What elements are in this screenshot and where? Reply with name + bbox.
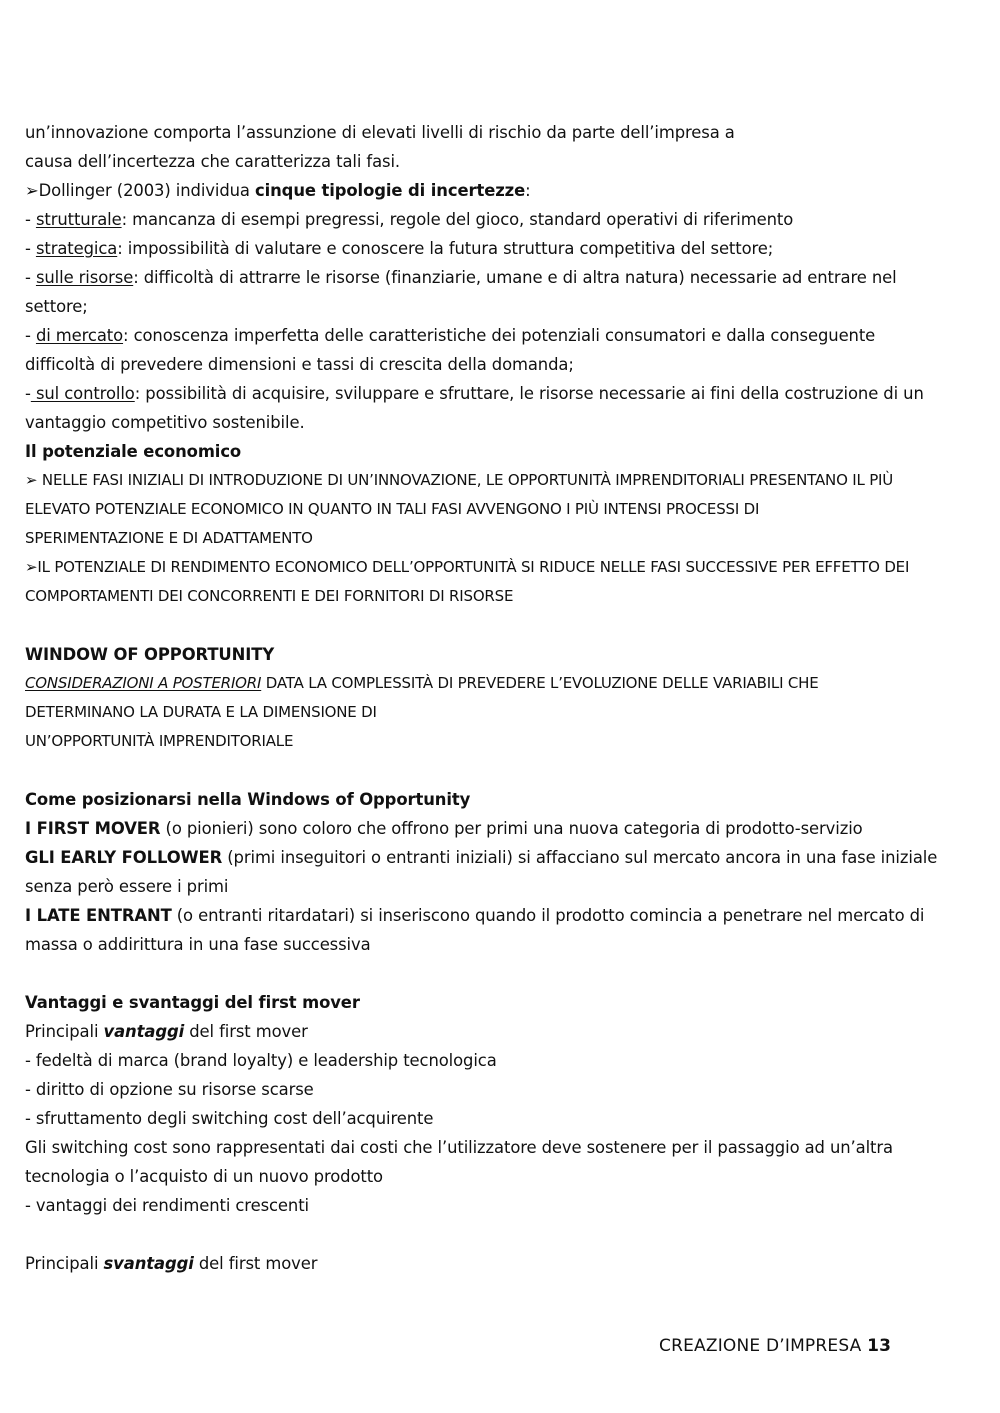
footer-title: CREAZIONE D’IMPRESA [659,1336,868,1356]
potenziale-p1-line-1: ➢ NELLE FASI INIZIALI DI INTRODUZIONE DI UN’INNOVAZIONE, LE OPPORTUNITÀ IMPRENDITORIALI PRESENTANO IL PIÙ [25,471,894,489]
potenziale-p1-line-2: ELEVATO POTENZIALE ECONOMICO IN QUANTO IN TALI FASI AVVENGONO I PIÙ INTENSI PROCESSI DI [25,500,760,518]
uncertainty-market [25,321,965,350]
late-entrant-label: I LATE ENTRANT [25,906,172,925]
intro-prefix: Principali [25,1254,104,1273]
early-follower-label: GLI EARLY FOLLOWER [25,848,223,867]
page-number: 13 [867,1336,892,1356]
uncertainty-text: : mancanza di esempi pregressi, regole del gioco, standard operativi di riferimento [121,210,794,229]
list-item: - vantaggi dei rendimenti crescenti [25,1196,309,1215]
uncertainty-text: : possibilità di acquisire, sviluppare e sfruttare, le risorse necessarie ai fini della costruzione di un [134,384,924,403]
uncertainty-term: strutturale [35,210,122,229]
spacer [25,756,965,785]
uncertainty-resources-cont: settore; [25,297,88,316]
list-dash: - [25,239,36,258]
window-italic-label: CONSIDERAZIONI A POSTERIORI [25,674,262,692]
heading-text: WINDOW OF OPPORTUNITY [25,645,275,664]
switching-cost-line-2: tecnologia o l’acquisto di un nuovo prodotto [25,1167,383,1186]
uncertainty-market-cont: difficoltà di prevedere dimensioni e tassi di crescita della domanda; [25,355,574,374]
window-line-1 [25,669,965,698]
list-dash: - [25,326,36,345]
late-entrant-cont: massa o addirittura in una fase successiva [25,935,371,954]
dollinger-line [25,176,965,205]
first-mover-text: (o pionieri) sono coloro che offrono per primi una nuova categoria di prodotto-servizio [160,819,863,838]
late-entrant-text: (o entranti ritardatari) si inseriscono quando il prodotto comincia a penetrare nel mercato di [171,906,925,925]
section-heading-vantaggi [25,988,965,1017]
section-heading-posizionarsi [25,785,965,814]
late-entrant-line [25,901,965,930]
first-mover-label: I FIRST MOVER [25,819,161,838]
list-item: - fedeltà di marca (brand loyalty) e leadership tecnologica [25,1051,497,1070]
window-line-3: UN’OPPORTUNITÀ IMPRENDITORIALE [25,732,294,750]
list-dash: - [25,268,36,287]
uncertainty-text: : difficoltà di attrarre le risorse (finanziarie, umane e di altra natura) necessarie ad entrare nel [133,268,897,287]
uncertainty-term: sul controllo [30,384,135,403]
uncertainty-structural [25,205,965,234]
svantaggi-intro [25,1249,965,1278]
intro-prefix: Principali [25,1022,104,1041]
page-footer [659,1336,891,1356]
section-heading-window [25,640,965,669]
uncertainty-text: : conoscenza imperfetta delle caratteristiche dei potenziali consumatori e dalla conseguente [123,326,876,345]
uncertainty-term: sulle risorse [35,268,134,287]
spacer [25,1220,965,1249]
spacer [25,611,965,640]
uncertainty-term: strategica [35,239,118,258]
uncertainty-control [25,379,965,408]
list-dash: - [25,384,31,403]
potenziale-p2-line-2: COMPORTAMENTI DEI CONCORRENTI E DEI FORNITORI DI RISORSE [25,587,514,605]
spacer [25,959,965,988]
uncertainty-text: : impossibilità di valutare e conoscere la futura struttura competitiva del settore; [117,239,774,258]
first-mover-line [25,814,965,843]
list-item: - sfruttamento degli switching cost dell’acquirente [25,1109,434,1128]
uncertainty-control-cont: vantaggio competitivo sostenibile. [25,413,305,432]
heading-text: Vantaggi e svantaggi del first mover [25,993,360,1012]
intro-line-1: un’innovazione comporta l’assunzione di elevati livelli di rischio da parte dell’impresa a [25,123,735,142]
dollinger-suffix: : [525,181,531,200]
intro-suffix: del first mover [193,1254,318,1273]
window-line-1-rest: DATA LA COMPLESSITÀ DI PREVEDERE L’EVOLUZIONE DELLE VARIABILI CHE [261,674,819,692]
uncertainty-strategic [25,234,965,263]
list-item: - diritto di opzione su risorse scarse [25,1080,314,1099]
document-body [25,118,965,1278]
early-follower-cont: senza però essere i primi [25,877,229,896]
intro-line-2: causa dell’incertezza che caratterizza tali fasi. [25,152,401,171]
window-line-2: DETERMINANO LA DURATA E LA DIMENSIONE DI [25,703,377,721]
intro-suffix: del first mover [184,1022,308,1041]
early-follower-line [25,843,965,872]
potenziale-p1-line-3: SPERIMENTAZIONE E DI ADATTAMENTO [25,529,313,547]
list-dash: - [25,210,36,229]
heading-text: Come posizionarsi nella Windows of Opportunity [25,790,471,809]
early-follower-text: (primi inseguitori o entranti iniziali) si affacciano sul mercato ancora in una fase iniziale [222,848,938,867]
switching-cost-line-1: Gli switching cost sono rappresentati dai costi che l’utilizzatore deve sostenere per il passaggio ad un’altra [25,1138,893,1157]
dollinger-bold: cinque tipologie di incertezze [254,181,526,200]
potenziale-p2-line-1: ➢IL POTENZIALE DI RENDIMENTO ECONOMICO DELL’OPPORTUNITÀ SI RIDUCE NELLE FASI SUCCESSIVE PER EFFETTO DEI [25,558,910,576]
vantaggi-keyword: vantaggi [103,1022,185,1041]
svantaggi-keyword: svantaggi [103,1254,194,1273]
vantaggi-intro [25,1017,965,1046]
heading-text: Il potenziale economico [25,442,242,461]
uncertainty-resources [25,263,965,292]
dollinger-prefix: ➢Dollinger (2003) individua [25,181,255,200]
section-heading-potenziale [25,437,965,466]
uncertainty-term: di mercato [35,326,124,345]
